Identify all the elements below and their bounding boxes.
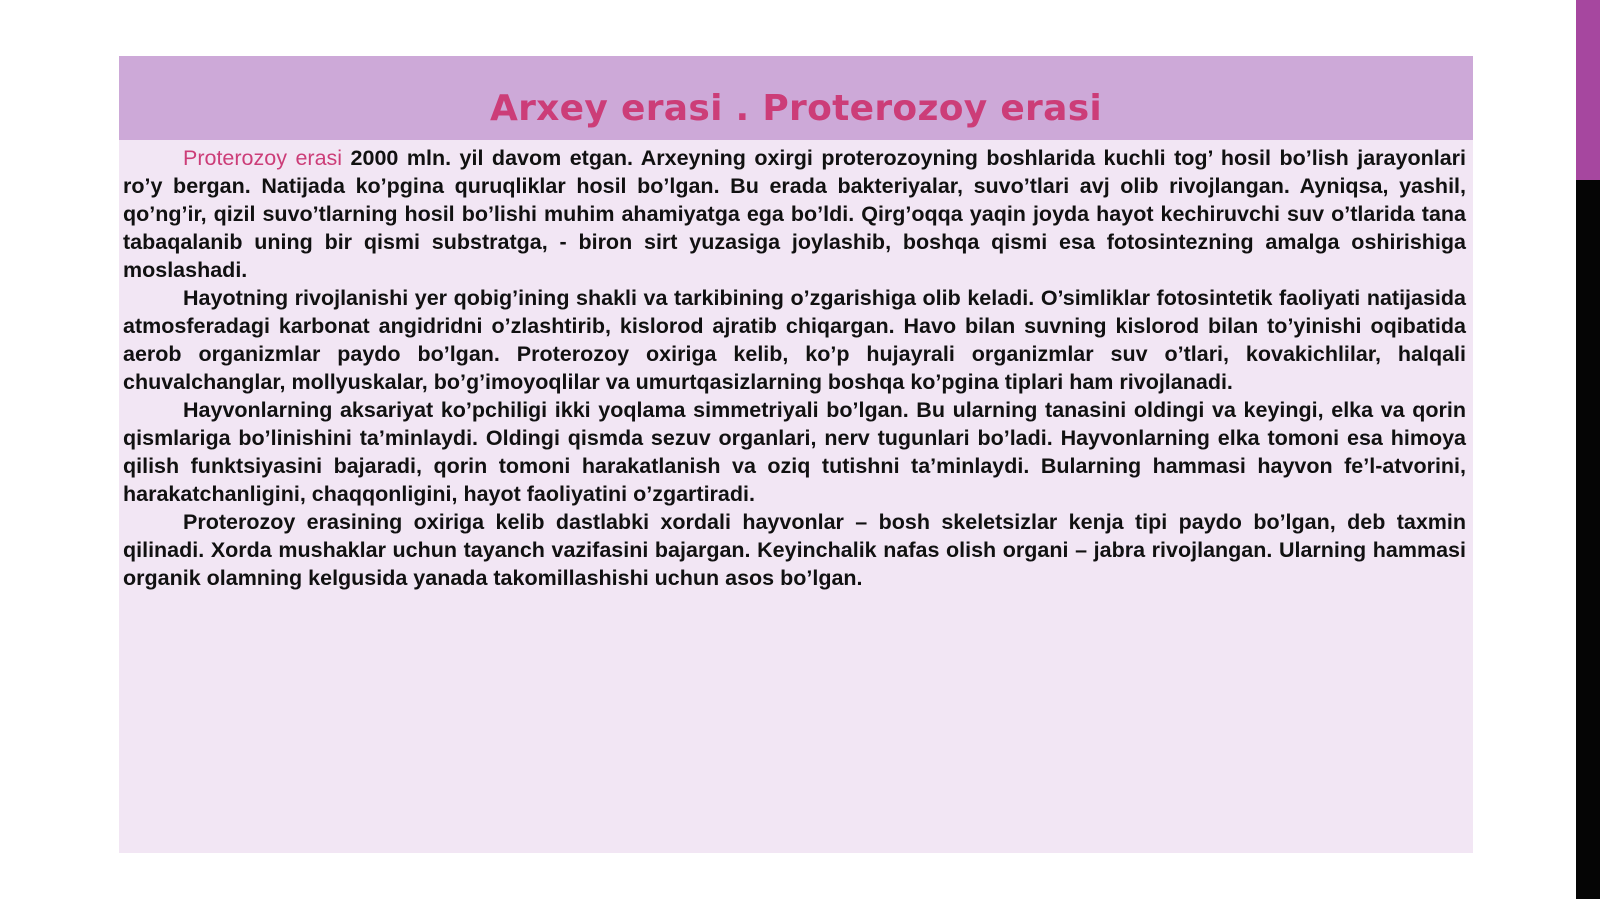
accent-bar [1576,0,1600,180]
paragraph-3: Hayvonlarning aksariyat ko’pchiligi ikki yoqlama simmetriyali bo’lgan. Bu ularning tanasini oldingi va keyingi, elka va qorin qismlariga bo’linishini ta’minlaydi. Oldingi qismda sezuv organlari, nerv tugunlari bo’ladi. Hayvonlarning elka tomoni esa himoya qilish funktsiyasini bajaradi, qorin tomoni harakatlanish va oziq tutishni ta’minlaydi. Bularning hammasi hayvon fe’l-atvorini, harakatchanligini, chaqqonligini, hayot faoliyatini o’zgartiradi. [123,398,1466,506]
title-band [119,56,1473,140]
dark-side-bar [1576,180,1600,899]
slide-body [123,144,1466,592]
slide-title: Arxey erasi . Proterozoy erasi [489,87,1103,129]
slide-frame [119,56,1473,853]
paragraph-2: Hayotning rivojlanishi yer qobig’ining shakli va tarkibining o’zgarishiga olib keladi. O’simliklar fotosintetik faoliyati natijasida atmosferadagi karbonat angidridni o’zlashtirib, kislorod ajratib chiqargan. Havo bilan suvning kislorod bilan to’yinishi oqibatida aerob organizmlar paydo bo’lgan. Proterozoy oxiriga kelib, ko’p hujayrali organizmlar suv o’tlari, kovakichlilar, halqali chuvalchanglar, mollyuskalar, bo’g’imoyoqlilar va umurtqasizlarning boshqa ko’pgina tiplari ham rivojlanadi. [123,286,1466,394]
highlighted-term: Proterozoy erasi [183,146,343,170]
paragraph-1-text: 2000 mln. yil davom etgan. Arxeyning oxirgi proterozoyning boshlarida kuchli tog’ hosil bo’lish jarayonlari ro’y bergan. Natijada ko’pgina quruqliklar hosil bo’lgan. Bu erada bakteriyalar, suvo’tlari avj olib rivojlangan. Ayniqsa, yashil, qo’ng’ir, qizil suvo’tlarning hosil bo’lishi muhim ahamiyatga ega bo’ldi. Qirg’oqqa yaqin joyda hayot kechiruvchi suv o’tlarida tana tabaqalanib uning bir qismi substratga, - biron sirt yuzasiga joylashib, boshqa qismi esa fotosintezning amalga oshirishiga moslashadi. [123,146,1467,282]
paragraph-1 [123,144,1466,284]
paragraph-4: Proterozoy erasining oxiriga kelib dastlabki xordali hayvonlar – bosh skeletsizlar kenja tipi paydo bo’lgan, deb taxmin qilinadi. Xorda mushaklar uchun tayanch vazifasini bajargan. Keyinchalik nafas olish organi – jabra rivojlangan. Ularning hammasi organik olamning kelgusida yanada takomillashishi uchun asos bo’lgan. [123,510,1466,590]
